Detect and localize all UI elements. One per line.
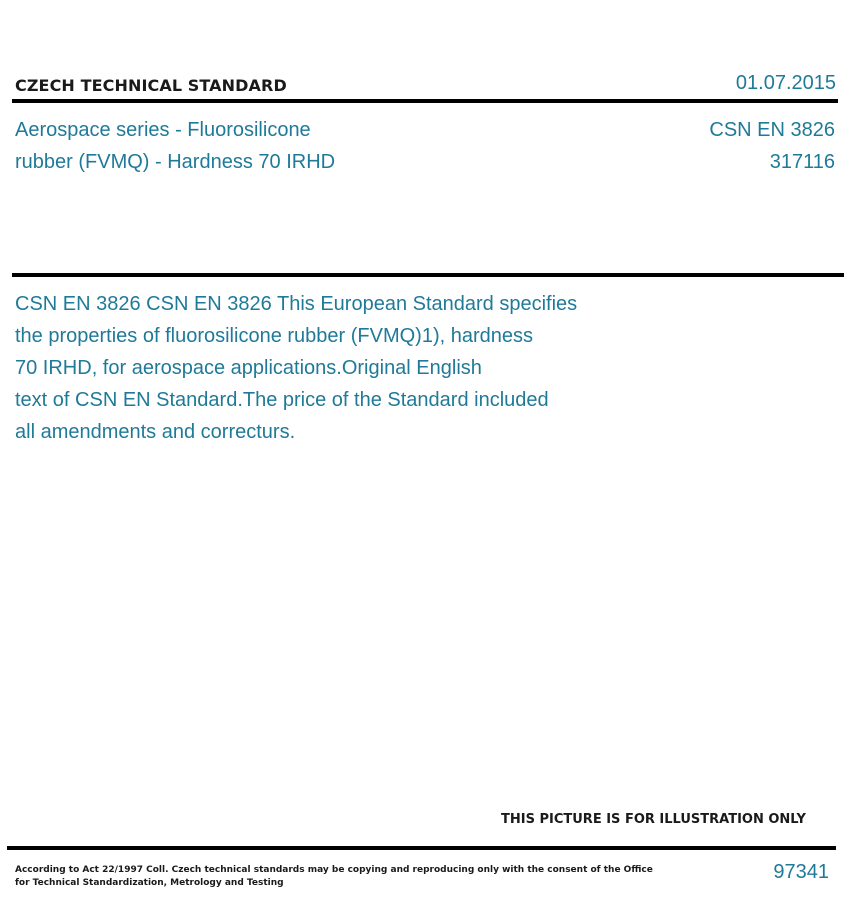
abstract-line: CSN EN 3826 CSN EN 3826 This European Standard specifies xyxy=(15,293,578,315)
standard-abstract xyxy=(15,288,655,448)
section-divider xyxy=(12,273,844,277)
abstract-line: text of CSN EN Standard.The price of the Standard included xyxy=(15,389,549,411)
standard-title xyxy=(15,114,435,178)
publication-date: 01.07.2015 xyxy=(735,72,836,94)
standard-code: CSN EN 3826 xyxy=(709,119,835,141)
standard-title-line: rubber (FVMQ) - Hardness 70 IRHD xyxy=(15,151,336,173)
abstract-line: the properties of fluorosilicone rubber (FVMQ)1), hardness xyxy=(15,325,534,347)
header-divider xyxy=(12,99,838,103)
footer-divider xyxy=(7,846,836,850)
product-id: 97341 xyxy=(773,861,829,883)
standard-type-label: CZECH TECHNICAL STANDARD xyxy=(15,76,287,95)
standard-title-line: Aerospace series - Fluorosilicone xyxy=(15,119,311,141)
standard-codes xyxy=(709,114,835,178)
illustration-disclaimer: THIS PICTURE IS FOR ILLUSTRATION ONLY xyxy=(501,812,806,827)
abstract-line: 70 IRHD, for aerospace applications.Original English xyxy=(15,357,482,379)
catalog-number: 317116 xyxy=(769,151,835,173)
legal-notice-line: for Technical Standardization, Metrology and Testing xyxy=(15,878,284,888)
legal-notice xyxy=(15,864,653,890)
abstract-line: all amendments and correcturs. xyxy=(15,421,296,443)
legal-notice-line: According to Act 22/1997 Coll. Czech technical standards may be copying and reproducing only with the consent of the Office xyxy=(15,865,653,875)
